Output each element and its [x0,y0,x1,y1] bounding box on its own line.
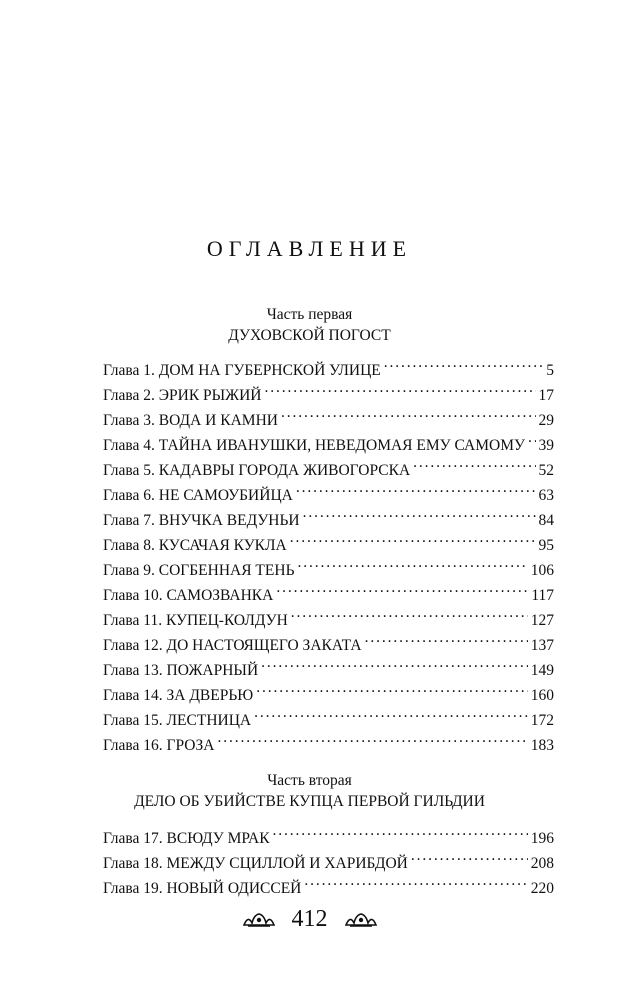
chapter-title: Глава 18. МЕЖДУ СЦИЛЛОЙ И ХАРИБДОЙ [103,855,408,872]
chapter-title: Глава 7. ВНУЧКА ВЕДУНЬИ [103,512,300,529]
chapter-page-number: 208 [530,855,554,872]
chapter-page-number: 172 [530,712,554,729]
ornament-right-icon [344,911,378,929]
dot-leader [290,525,536,550]
chapter-page-number: 63 [538,487,554,504]
part-one-name: ДУХОВСКОЙ ПОГОСТ [228,327,391,344]
dot-leader [256,675,528,700]
dot-leader [303,500,536,525]
chapter-page-number: 5 [546,362,554,379]
chapter-title: Глава 16. ГРОЗА [103,737,215,754]
part-two-heading [0,770,619,812]
chapter-title: Глава 11. КУПЕЦ-КОЛДУН [103,612,288,629]
chapter-page-number: 220 [530,880,554,897]
ornament-left-icon [242,911,276,929]
part-two-label: Часть вторая [267,772,352,789]
chapter-page-number: 39 [538,437,554,454]
page-title: ОГЛАВЛЕНИЕ [206,236,413,261]
dot-leader [261,650,528,675]
dot-leader [217,725,527,750]
dot-leader [273,818,528,843]
chapter-title: Глава 3. ВОДА И КАМНИ [103,412,278,429]
part-one-chapter-list [103,350,554,754]
dot-leader [291,600,528,625]
chapter-page-number: 29 [538,412,554,429]
page-footer [0,906,619,933]
chapter-title: Глава 13. ПОЖАРНЫЙ [103,662,259,679]
part-two-name: ДЕЛО ОБ УБИЙСТВЕ КУПЦА ПЕРВОЙ ГИЛЬДИИ [134,793,485,810]
dot-leader [264,375,535,400]
dot-leader [304,868,527,893]
chapter-title: Глава 14. ЗА ДВЕРЬЮ [103,687,254,704]
chapter-page-number: 137 [530,637,554,654]
chapter-title: Глава 4. ТАЙНА ИВАНУШКИ, НЕВЕДОМАЯ ЕМУ САМОМУ [103,437,525,454]
chapter-page-number: 196 [530,830,554,847]
dot-leader [296,475,536,500]
dot-leader [413,450,535,475]
chapter-title: Глава 1. ДОМ НА ГУБЕРНСКОЙ УЛИЦЕ [103,362,381,379]
chapter-page-number: 84 [538,512,554,529]
chapter-title: Глава 10. САМОЗВАНКА [103,587,274,604]
chapter-title: Глава 15. ЛЕСТНИЦА [103,712,252,729]
chapter-page-number: 117 [531,587,554,604]
dot-leader [276,575,528,600]
chapter-page-number: 149 [530,662,554,679]
part-one-label: Часть первая [266,306,353,323]
chapter-title: Глава 9. СОГБЕННАЯ ТЕНЬ [103,562,295,579]
chapter-title: Глава 12. ДО НАСТОЯЩЕГО ЗАКАТА [103,637,362,654]
chapter-page-number: 183 [530,737,554,754]
chapter-page-number: 106 [530,562,554,579]
part-two-chapter-list [103,818,554,897]
toc-entry [103,818,554,847]
toc-entry [103,350,554,379]
chapter-page-number: 160 [530,687,554,704]
chapter-title: Глава 17. ВСЮДУ МРАК [103,830,270,847]
chapter-page-number: 127 [530,612,554,629]
page-number: 412 [291,906,328,932]
chapter-page-number: 52 [538,462,554,479]
chapter-title: Глава 8. КУСАЧАЯ КУКЛА [103,537,287,554]
dot-leader [411,843,528,868]
dot-leader [384,350,544,375]
dot-leader [254,700,528,725]
chapter-title: Глава 19. НОВЫЙ ОДИССЕЙ [103,880,302,897]
chapter-title: Глава 2. ЭРИК РЫЖИЙ [103,387,262,404]
part-one-heading [0,304,619,346]
dot-leader [528,425,536,450]
chapter-title: Глава 6. НЕ САМОУБИЙЦА [103,487,293,504]
dot-leader [365,625,528,650]
dot-leader [297,550,527,575]
chapter-page-number: 17 [538,387,554,404]
chapter-page-number: 95 [538,537,554,554]
dot-leader [281,400,536,425]
chapter-title: Глава 5. КАДАВРЫ ГОРОДА ЖИВОГОРСКА [103,462,411,479]
